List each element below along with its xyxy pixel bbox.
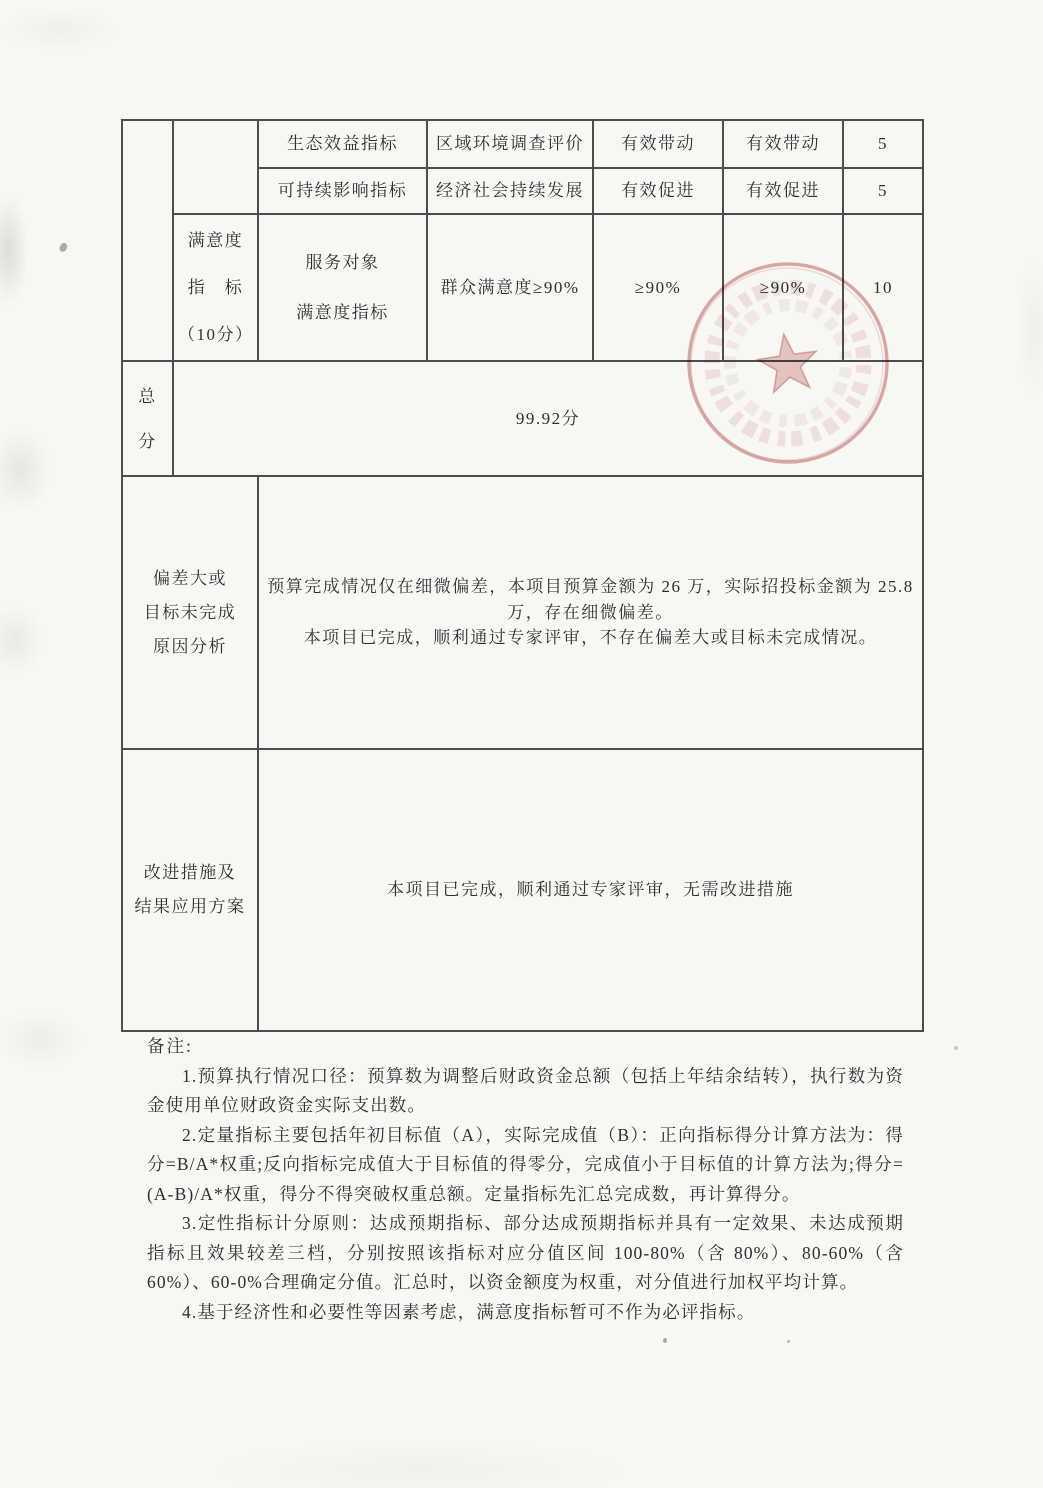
table-row	[122, 120, 923, 168]
note-item: 4.基于经济性和必要性等因素考虑，满意度指标暂可不作为必评指标。	[182, 1301, 756, 1322]
label-line: 偏差大或	[153, 568, 227, 588]
cell-satisfaction-type	[258, 214, 427, 361]
label-line: 满意度	[187, 231, 244, 250]
table-row	[122, 361, 923, 476]
note-item: 3.定性指标计分原则：达成预期指标、部分达成预期指标并具有一定效果、未达成预期指标且效果较差三档，分别按照该指标对应分值区间 100-80%（含 80%）、80-60%（含 60%）、60-0%合理确定分值。汇总时，以资金额度为权重，对分值进行加权平均计算。	[147, 1213, 904, 1292]
table-row	[122, 476, 923, 749]
cell-satisfaction-category	[173, 214, 258, 361]
cell-annual-target: ≥90%	[593, 214, 723, 361]
table-row	[122, 749, 923, 1031]
scan-speck	[787, 1340, 790, 1343]
notes-section	[147, 1032, 904, 1327]
label-line: （10分）	[178, 325, 254, 344]
label-line: 结果应用方案	[134, 897, 246, 916]
cell-deviation-content	[258, 476, 923, 749]
paragraph: 本项目已完成，顺利通过专家评审，无需改进措施	[387, 880, 794, 900]
label-line: 目标未完成	[143, 602, 237, 622]
cell-improvement-label	[122, 749, 258, 1031]
note-item: 1.预算执行情况口径：预算数为调整后财政资金总额（包括上年结余结转），执行数为资金使用单位财政资金实际支出数。	[147, 1065, 904, 1115]
cell-category-continued	[173, 120, 258, 214]
scan-speck	[663, 1338, 667, 1343]
cell-total-label	[122, 361, 173, 476]
cell-actual-value: 有效带动	[723, 120, 843, 168]
label-line: 分	[138, 431, 157, 451]
note-item: 2.定量指标主要包括年初目标值（A），实际完成值（B）：正向指标得分计算方法为：得分=B/A*权重;反向指标完成值大于目标值的得零分，完成值小于目标值的计算方法为;得分=(A-B)/A*权重，得分不得突破权重总额。定量指标先汇总完成数，再计算得分。	[147, 1124, 904, 1204]
cell-score: 5	[843, 168, 923, 214]
cell-left-spacer	[122, 120, 173, 361]
label-line: 原因分析	[153, 636, 227, 656]
cell-score: 5	[843, 120, 923, 168]
label-line: 指 标	[187, 278, 244, 297]
label-line: 总	[138, 386, 157, 406]
cell-score: 10	[843, 214, 923, 361]
scan-speck	[58, 242, 69, 253]
paragraph: 预算完成情况仅在细微偏差，本项目预算金额为 26 万，实际招投标金额为 25.8 万，存在细微偏差。	[267, 577, 914, 622]
notes-title: 备注:	[147, 1036, 193, 1056]
cell-indicator-name: 区域环境调查评价	[427, 120, 593, 168]
label-line: 改进措施及	[143, 863, 237, 882]
cell-improvement-content	[258, 749, 923, 1031]
paragraph: 本项目已完成，顺利通过专家评审，不存在偏差大或目标未完成情况。	[303, 628, 878, 648]
performance-evaluation-table	[121, 119, 924, 1032]
cell-actual-value: ≥90%	[723, 214, 843, 361]
cell-total-value: 99.92分	[173, 361, 923, 476]
label-line: 满意度指标	[296, 302, 389, 322]
table-row	[122, 214, 923, 361]
scan-speck	[954, 1046, 958, 1050]
cell-actual-value: 有效促进	[723, 168, 843, 214]
cell-deviation-label	[122, 476, 258, 749]
cell-indicator-type: 可持续影响指标	[258, 168, 427, 214]
cell-indicator-name: 群众满意度≥90%	[427, 214, 593, 361]
cell-indicator-type: 生态效益指标	[258, 120, 427, 168]
label-line: 服务对象	[305, 252, 380, 272]
cell-annual-target: 有效带动	[593, 120, 723, 168]
cell-indicator-name: 经济社会持续发展	[427, 168, 593, 214]
cell-annual-target: 有效促进	[593, 168, 723, 214]
